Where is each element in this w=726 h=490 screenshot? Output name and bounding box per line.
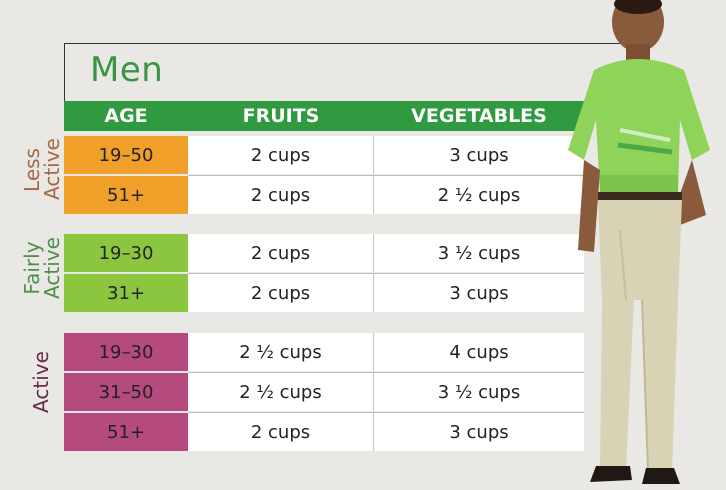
age-cell: 19–30 [64,333,188,371]
fruits-cell: 2 ½ cups [188,333,374,371]
man-photo [560,0,726,490]
header-fruits: FRUITS [242,105,320,127]
table-row [64,136,584,174]
table-header [64,101,584,131]
fruits-cell: 2 cups [188,176,374,214]
fruits-cell: 2 cups [188,136,374,174]
table-row [64,333,584,371]
header-age: AGE [104,105,148,127]
group-label-less-active: Less Active [20,138,64,200]
vegetables-cell: 2 ½ cups [374,176,584,214]
age-cell: 19–50 [64,136,188,174]
vegetables-cell: 3 ½ cups [374,234,584,272]
table-row [64,176,584,214]
vegetables-cell: 3 cups [374,274,584,312]
fruits-cell: 2 cups [188,413,374,451]
age-cell: 51+ [64,176,188,214]
frame-top-border [64,43,624,44]
table-title: Men [90,50,164,90]
table-row [64,373,584,411]
fruits-cell: 2 cups [188,234,374,272]
vegetables-cell: 3 ½ cups [374,373,584,411]
header-vegetables: VEGETABLES [411,105,547,127]
age-cell: 19–30 [64,234,188,272]
age-cell: 31+ [64,274,188,312]
table-row [64,413,584,451]
vegetables-cell: 3 cups [374,413,584,451]
frame-left-border [64,43,65,101]
fruits-cell: 2 cups [188,274,374,312]
table-row [64,274,584,312]
table-row [64,234,584,272]
group-label-active: Active [29,351,53,413]
group-label-fairly-active: Fairly Active [20,237,64,299]
age-cell: 51+ [64,413,188,451]
vegetables-cell: 3 cups [374,136,584,174]
fruits-cell: 2 ½ cups [188,373,374,411]
age-cell: 31–50 [64,373,188,411]
vegetables-cell: 4 cups [374,333,584,371]
